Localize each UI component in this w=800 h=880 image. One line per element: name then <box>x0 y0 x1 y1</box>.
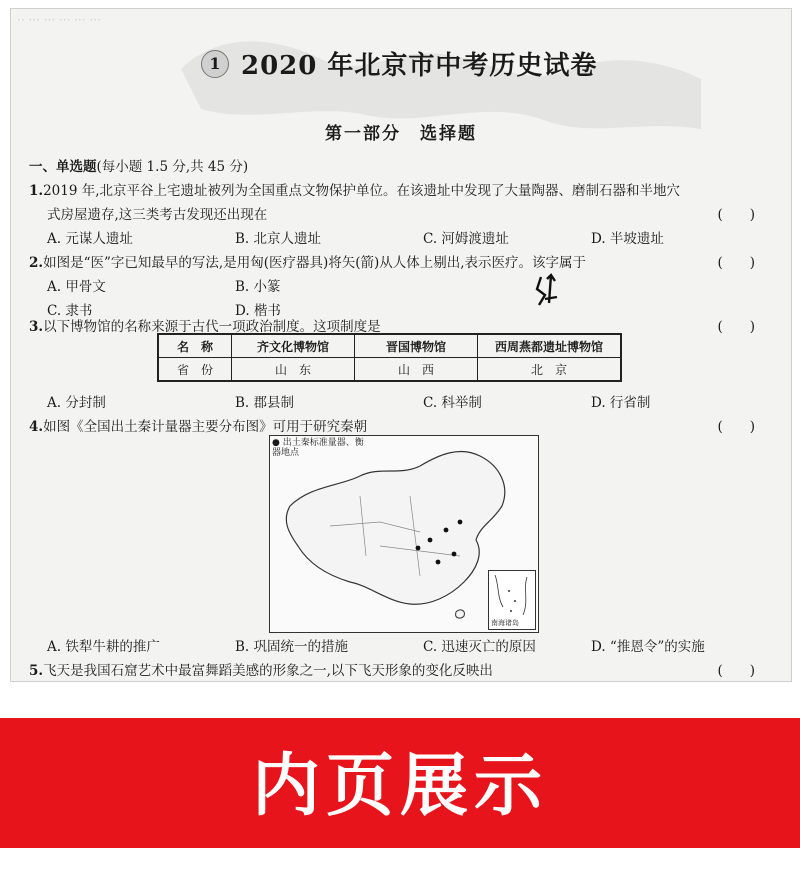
question-number: 3. <box>29 319 44 335</box>
option-d: D. “推恩令”的实施 <box>591 639 705 655</box>
question-text: 如图是“医”字已知最早的写法,是用匈(医疗器具)将矢(箭)从人体上剔出,表示医疗。该字属于 <box>43 255 587 271</box>
banner-text: 内页展示 <box>251 747 548 826</box>
table-cell: 山 西 <box>355 358 478 382</box>
option-b: B. 北京人遗址 <box>235 231 322 247</box>
answer-paren: ( ) <box>717 663 755 679</box>
question-1-line-2: 式房屋遗存,这三类考古发现还出现在 <box>47 207 268 223</box>
inset-label: 南海诸岛 <box>491 619 519 627</box>
ancient-yi-character-icon <box>533 273 563 309</box>
section-heading <box>29 155 248 175</box>
option-b: B. 小篆 <box>235 279 281 295</box>
section-heading-label: 一、单选题 <box>29 159 97 175</box>
option-b: B. 郡县制 <box>235 395 295 411</box>
question-5-line-1 <box>29 659 493 679</box>
question-text: 飞天是我国石窟艺术中最富舞蹈美感的形象之一,以下飞天形象的变化反映出 <box>43 663 493 679</box>
south-china-sea-inset <box>488 570 536 630</box>
table-row <box>158 358 621 382</box>
table-header-cell: 名 称 <box>158 334 232 358</box>
page-number-badge: 1 <box>201 50 229 78</box>
question-1-line-1 <box>29 179 680 199</box>
question-text: 如图《全国出土秦计量器主要分布图》可用于研究秦朝 <box>43 419 368 435</box>
option-c: C. 科举制 <box>423 395 482 411</box>
question-text: 2019 年,北京平谷上宅遗址被列为全国重点文物保护单位。在该遗址中发现了大量陶器、磨制石器和半地穴 <box>43 183 681 199</box>
option-a: A. 铁犁牛耕的推广 <box>47 639 160 655</box>
question-number: 2. <box>29 255 44 271</box>
question-number: 1. <box>29 183 44 199</box>
answer-paren: ( ) <box>717 319 755 335</box>
museum-table <box>157 333 622 382</box>
option-a: A. 元谋人遗址 <box>47 231 133 247</box>
question-3-line-1 <box>29 315 381 335</box>
question-number: 5. <box>29 663 44 679</box>
table-header-row <box>158 334 621 358</box>
option-d: D. 楷书 <box>235 303 281 319</box>
map-legend: ● 出土秦标准量器、衡器地点 <box>272 438 364 458</box>
table-header-cell: 西周燕都遗址博物馆 <box>478 334 622 358</box>
answer-paren: ( ) <box>717 419 755 435</box>
table-cell: 山 东 <box>232 358 355 382</box>
option-c: C. 隶书 <box>47 303 93 319</box>
answer-paren: ( ) <box>717 207 755 223</box>
answer-paren: ( ) <box>717 255 755 271</box>
table-cell: 省 份 <box>158 358 232 382</box>
question-2-line-1 <box>29 251 586 271</box>
part-heading: 第一部分 选择题 <box>325 124 477 144</box>
option-a: A. 甲骨文 <box>47 279 106 295</box>
page-title: 2020 年北京市中考历史试卷 <box>241 51 598 81</box>
option-a: A. 分封制 <box>47 395 106 411</box>
bleed-through-text: ·· ··· ··· ··· ··· ··· <box>17 13 101 27</box>
option-d: D. 半坡遗址 <box>591 231 664 247</box>
inner-page-banner <box>0 690 800 880</box>
section-heading-note: (每小题 1.5 分,共 45 分) <box>96 159 249 175</box>
option-d: D. 行省制 <box>591 395 651 411</box>
table-cell: 北 京 <box>478 358 622 382</box>
qin-measures-map <box>269 435 539 633</box>
table-header-cell: 晋国博物馆 <box>355 334 478 358</box>
option-b: B. 巩固统一的措施 <box>235 639 349 655</box>
exam-page-scan <box>10 8 792 682</box>
question-text: 以下博物馆的名称来源于古代一项政治制度。这项制度是 <box>43 319 381 335</box>
table-header-cell: 齐文化博物馆 <box>232 334 355 358</box>
title-row <box>201 45 597 82</box>
option-c: C. 迅速灭亡的原因 <box>423 639 536 655</box>
option-c: C. 河姆渡遗址 <box>423 231 509 247</box>
question-4-line-1 <box>29 415 367 435</box>
question-number: 4. <box>29 419 44 435</box>
